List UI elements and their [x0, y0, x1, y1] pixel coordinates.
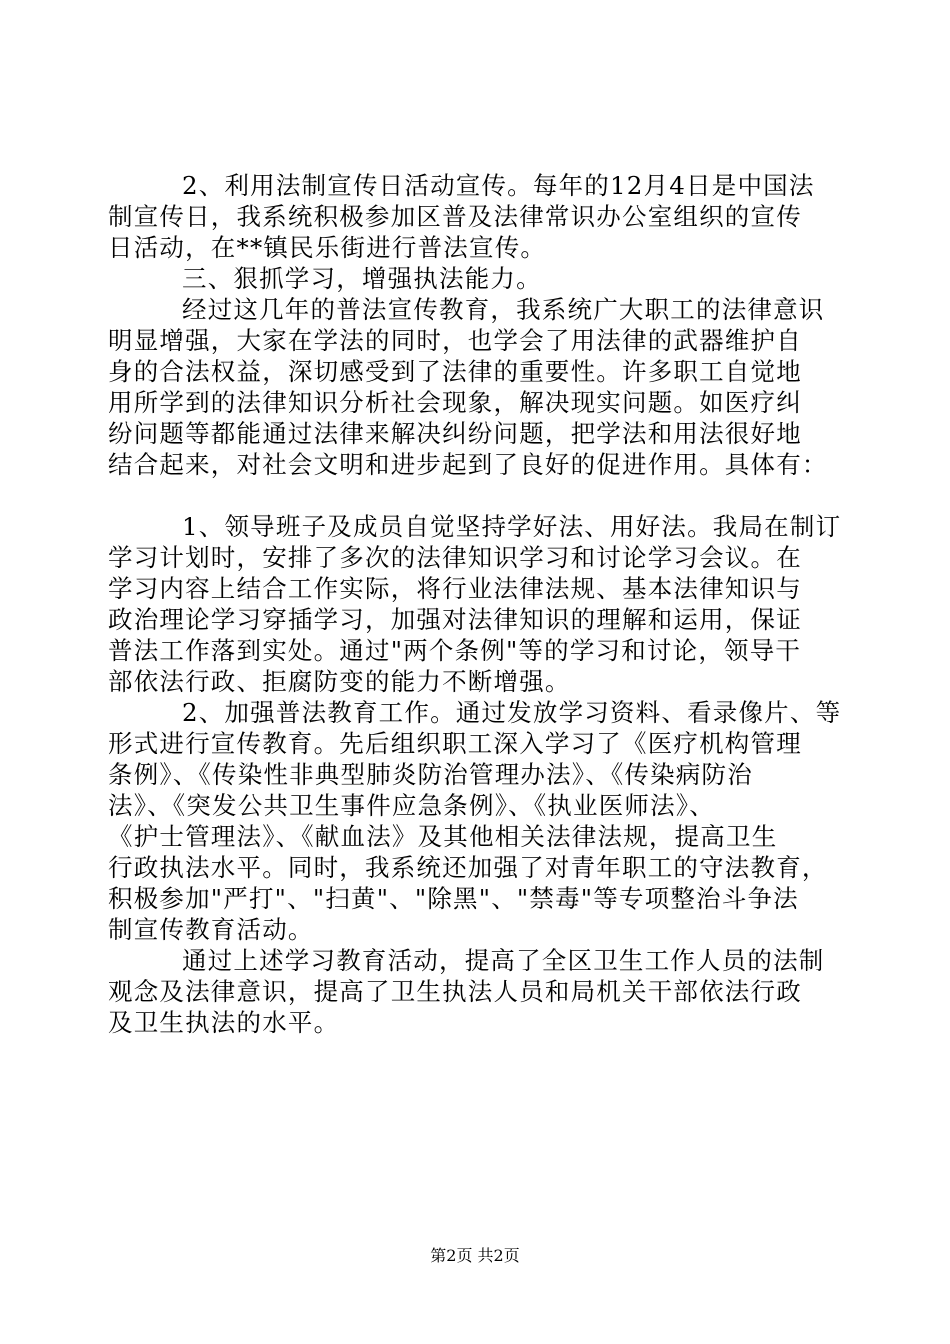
paragraph-line: 积极参加"严打"、"扫黄"、"除黑"、"禁毒"等专项整治斗争法 — [108, 884, 799, 913]
paragraph-line: 政治理论学习穿插学习，加强对法律知识的理解和运用，保证 — [108, 605, 802, 634]
paragraph-line: 学习内容上结合工作实际，将行业法律法规、基本法律知识与 — [108, 574, 802, 603]
paragraph-line: 观念及法律意识，提高了卫生执法人员和局机关干部依法行政 — [108, 977, 802, 1006]
paragraph-line: 通过上述学习教育活动，提高了全区卫生工作人员的法制 — [182, 946, 825, 975]
document-body — [108, 170, 848, 1038]
paragraph-line: 1、领导班子及成员自觉坚持学好法、用好法。我局在制订 — [182, 512, 842, 541]
page-number-footer: 第2页 共2页 — [430, 1246, 520, 1265]
paragraph-line: 2、利用法制宣传日活动宣传。每年的12月4日是中国法 — [182, 171, 815, 200]
paragraph-line: 明显增强，大家在学法的同时，也学会了用法律的武器维护自 — [108, 326, 802, 355]
paragraph-line: 及卫生执法的水平。 — [108, 1008, 340, 1037]
paragraph-line: 《护士管理法》、《献血法》及其他相关法律法规，提高卫生 — [108, 822, 778, 851]
paragraph-line: 经过这几年的普法宣传教育，我系统广大职工的法律意识 — [182, 295, 825, 324]
paragraph-line: 日活动，在**镇民乐街进行普法宣传。 — [108, 233, 547, 262]
paragraph-line: 身的合法权益，深切感受到了法律的重要性。许多职工自觉地 — [108, 357, 802, 386]
paragraph-line: 制宣传教育活动。 — [108, 915, 314, 944]
paragraph-line: 部依法行政、拒腐防变的能力不断增强。 — [108, 667, 571, 696]
paragraph-line: 形式进行宣传教育。先后组织职工深入学习了《医疗机构管理 — [108, 729, 802, 758]
paragraph-line: 2、加强普法教育工作。通过发放学习资料、看录像片、等 — [182, 698, 842, 727]
paragraph-line: 制宣传日，我系统积极参加区普及法律常识办公室组织的宣传 — [108, 202, 802, 231]
section-heading: 三、狠抓学习，增强执法能力。 — [182, 264, 542, 293]
paragraph-line: 行政执法水平。同时，我系统还加强了对青年职工的守法教育， — [108, 853, 828, 882]
paragraph-line: 条例》、《传染性非典型肺炎防治管理办法》、《传染病防治 — [108, 760, 753, 789]
paragraph-line: 普法工作落到实处。通过"两个条例"等的学习和讨论，领导干 — [108, 636, 802, 665]
paragraph-line: 结合起来，对社会文明和进步起到了良好的促进作用。具体有： — [108, 450, 828, 479]
blank-line — [108, 480, 848, 511]
paragraph-line: 学习计划时，安排了多次的法律知识学习和讨论学习会议。在 — [108, 543, 802, 572]
paragraph-line: 纷问题等都能通过法律来解决纠纷问题，把学法和用法很好地 — [108, 419, 802, 448]
paragraph-line: 用所学到的法律知识分析社会现象，解决现实问题。如医疗纠 — [108, 388, 802, 417]
paragraph-line: 法》、《突发公共卫生事件应急条例》、《执业医师法》、 — [108, 791, 715, 820]
